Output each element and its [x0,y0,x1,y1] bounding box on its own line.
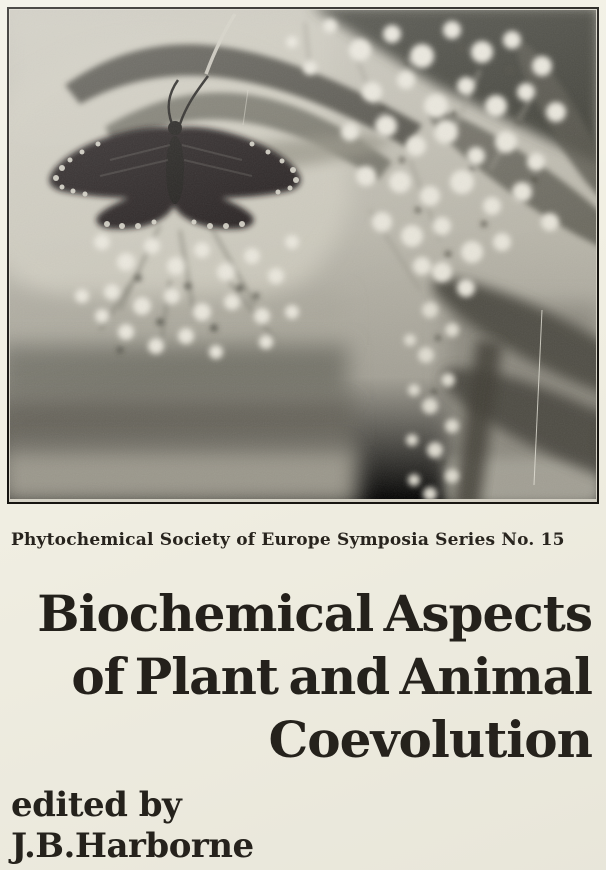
series-line: Phytochemical Society of Europe Symposia Series No. 15 [11,530,565,550]
cover-photo [10,10,596,499]
cover-photo-frame [7,7,599,504]
book-title [6,582,592,771]
edited-by-label: edited by [11,785,182,825]
book-title-line-3: Coevolution [268,710,592,769]
film-artifacts [10,10,596,499]
editor-block [11,785,254,867]
editor-name: J.B.Harborne [11,826,254,866]
book-title-line-2: of Plant and Animal [71,647,592,706]
book-title-line-1: Biochemical Aspects [37,584,592,643]
film-grain-overlay [10,10,596,499]
